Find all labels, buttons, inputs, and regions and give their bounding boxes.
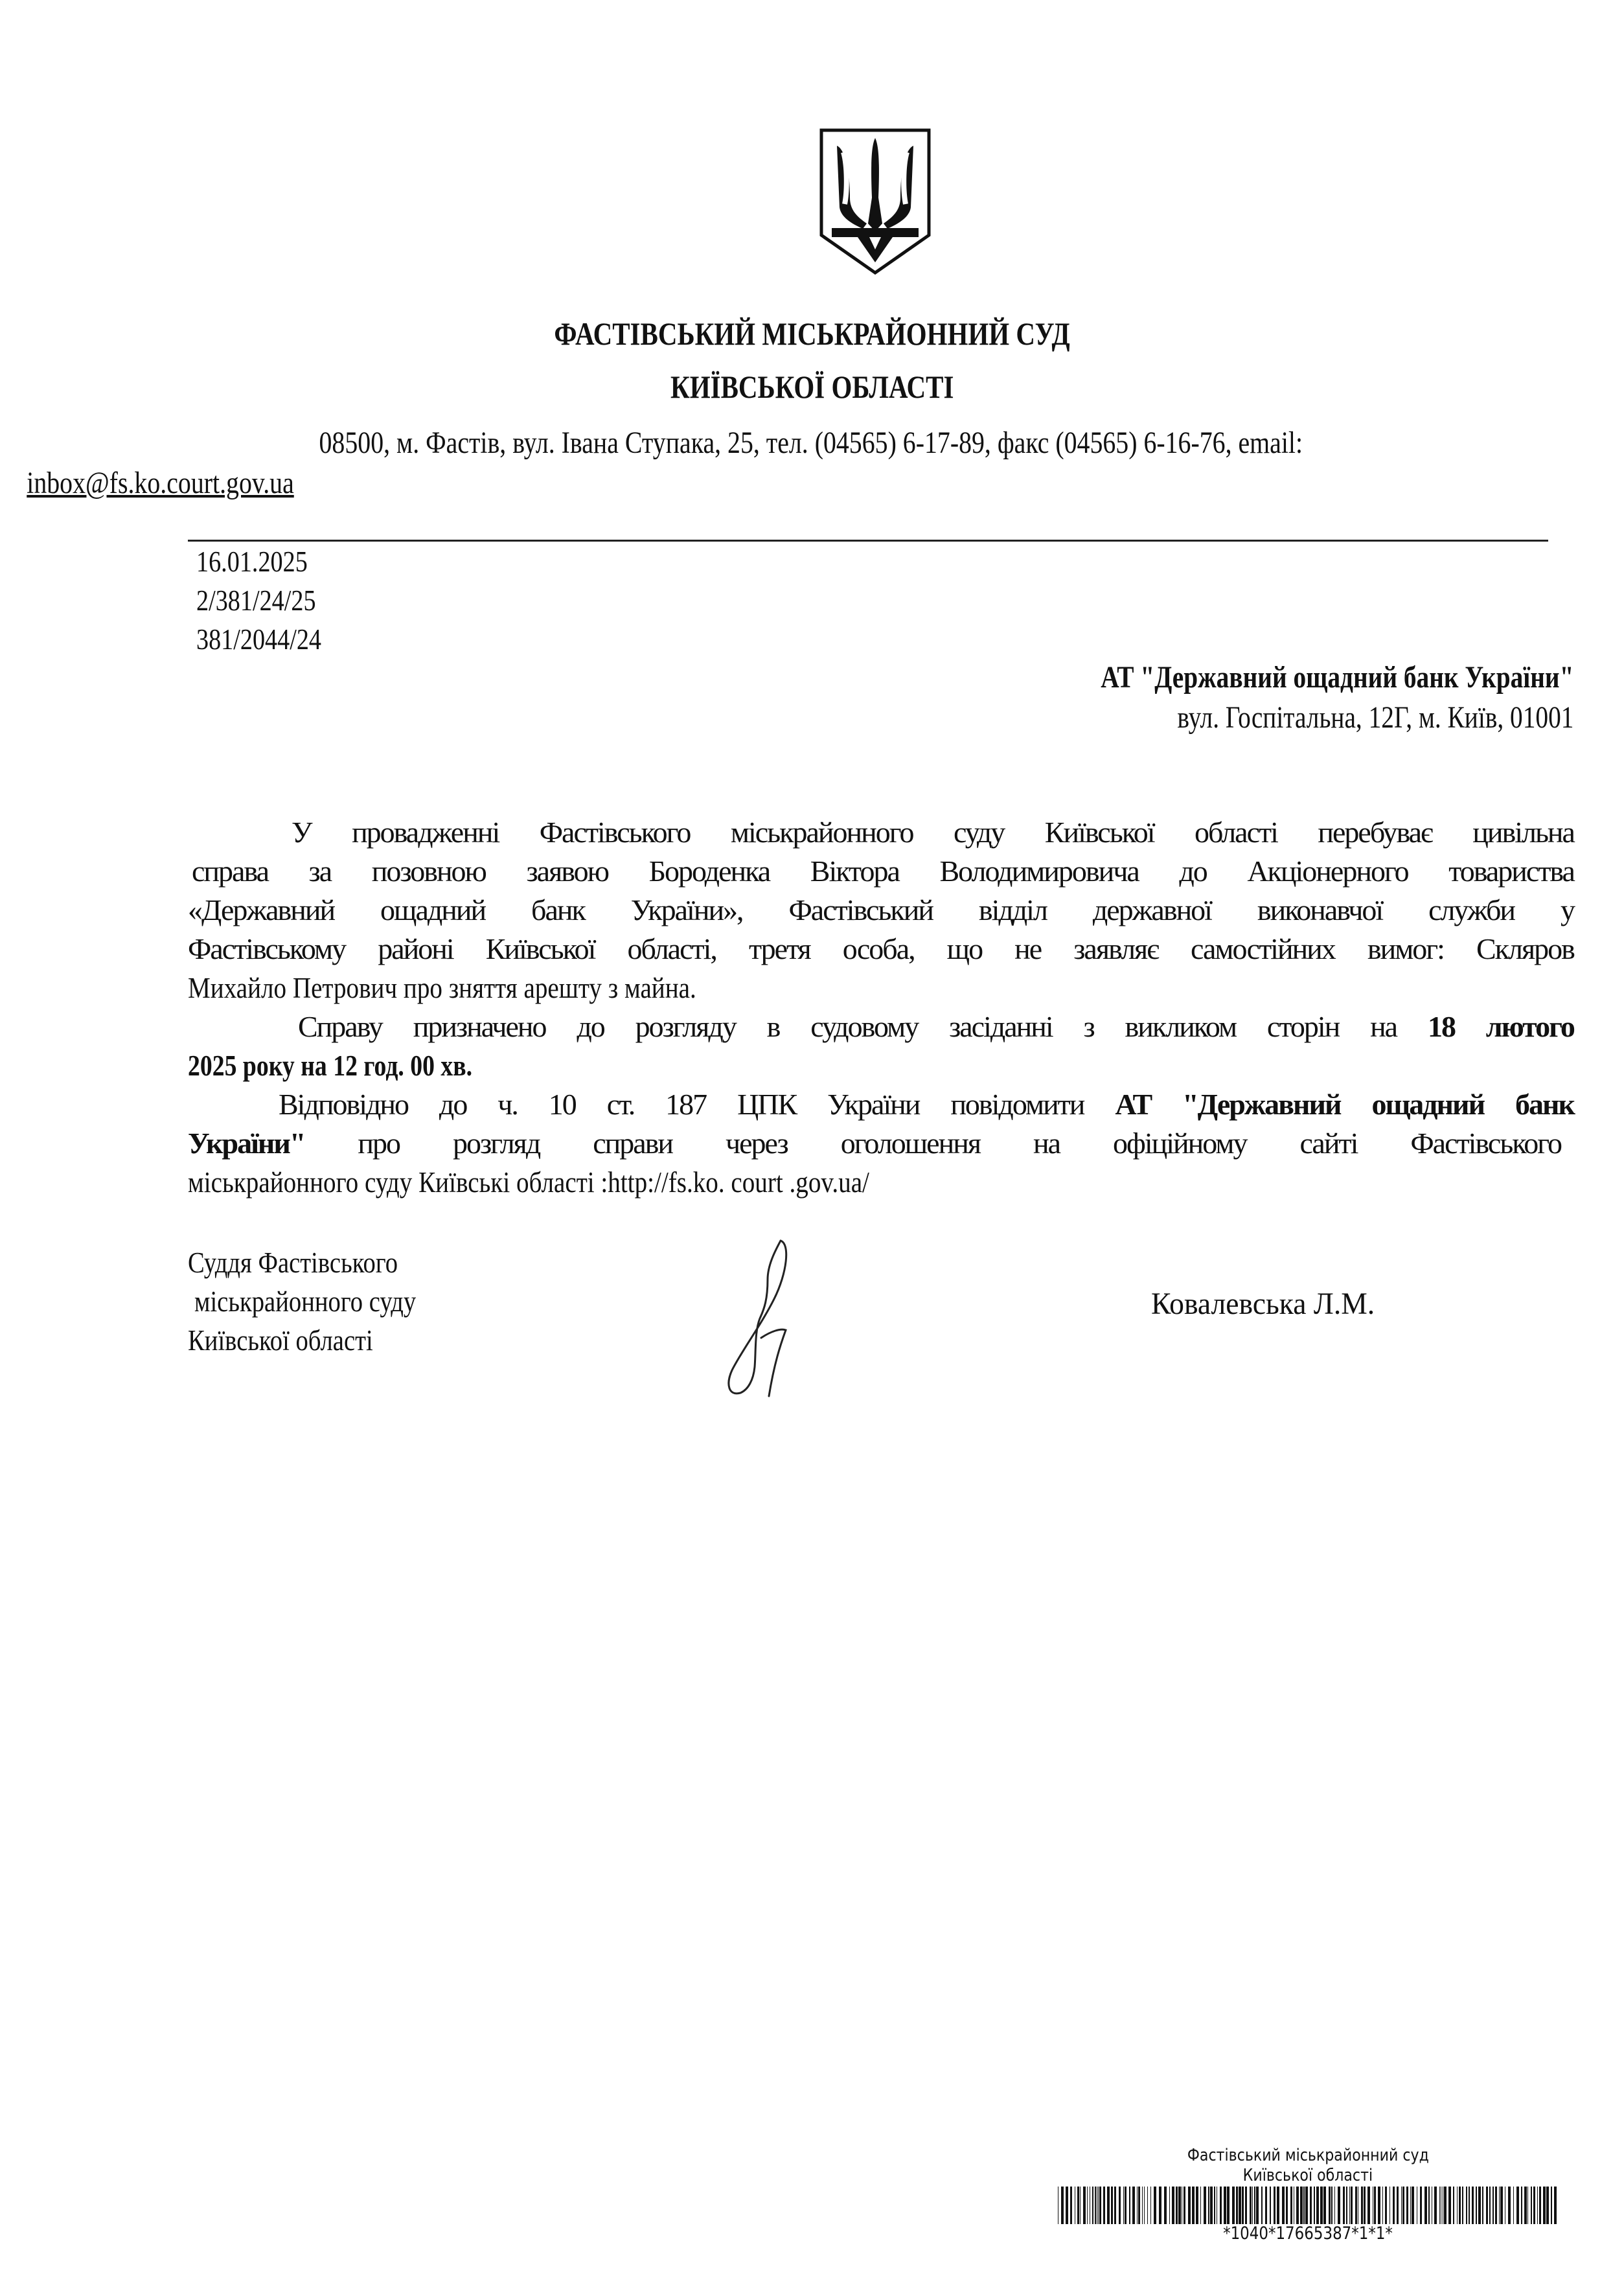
stamp-label-line-1 <box>1058 2146 1558 2165</box>
barcode-bar <box>1164 2187 1167 2224</box>
judge-title-text-1: Суддя Фастівського <box>188 1246 398 1279</box>
word: України», <box>630 893 743 926</box>
word: банк <box>1515 1088 1574 1121</box>
word: про <box>358 1127 400 1160</box>
barcode-bar <box>1254 2187 1255 2224</box>
word: судовому <box>810 1010 919 1043</box>
barcode-bar <box>1159 2187 1161 2224</box>
barcode-bar <box>1125 2187 1127 2224</box>
barcode-bar <box>1459 2187 1461 2224</box>
word: у <box>1560 893 1574 926</box>
court-name-text: ФАСТІВСЬКИЙ МІСЬКРАЙОННИЙ СУД <box>554 316 1070 352</box>
barcode-bar <box>1099 2187 1101 2224</box>
word: в <box>766 1010 780 1043</box>
barcode-bar <box>1208 2187 1209 2224</box>
barcode-bar <box>1374 2187 1376 2224</box>
word: через <box>726 1127 788 1160</box>
recipient-address <box>1090 700 1573 735</box>
barcode-bar <box>1508 2187 1511 2224</box>
barcode-bar <box>1531 2187 1532 2224</box>
barcode-bar <box>1428 2187 1430 2224</box>
word: провадженні <box>352 816 499 849</box>
barcode-bar <box>1256 2187 1259 2224</box>
barcode-bar <box>1176 2187 1178 2224</box>
barcode-bar <box>1310 2187 1312 2224</box>
barcode-bar <box>1492 2187 1494 2224</box>
barcode-bar <box>1227 2187 1229 2224</box>
barcode-bar <box>1061 2187 1064 2224</box>
word: заявою <box>526 855 609 888</box>
barcode-bar <box>1300 2187 1303 2224</box>
barcode-bar <box>1457 2187 1458 2224</box>
word: Справу <box>298 1010 382 1043</box>
word: товариства <box>1448 855 1574 888</box>
barcode-bar <box>1420 2187 1422 2224</box>
barcode-number-text: *1040*17665387*1*1* <box>1223 2223 1393 2244</box>
word: до <box>439 1088 467 1121</box>
word: області <box>1194 816 1277 849</box>
barcode-bar <box>1236 2187 1238 2224</box>
barcode-bar <box>1434 2187 1437 2224</box>
word: засіданні <box>949 1010 1053 1043</box>
barcode-bar <box>1265 2187 1267 2224</box>
word: третя <box>748 932 810 965</box>
judge-title-line-2 <box>194 1284 458 1318</box>
judge-title-line-3 <box>188 1323 408 1357</box>
paragraph-1-line-5 <box>188 970 1574 1005</box>
barcode-bar <box>1478 2187 1481 2224</box>
barcode-bar <box>1323 2187 1326 2224</box>
barcode-bar <box>1066 2187 1068 2224</box>
paragraph-1-line-4 <box>188 932 1574 966</box>
word: 18 <box>1427 1010 1455 1043</box>
word: ч. <box>497 1088 518 1121</box>
judge-title-text-2: міськрайонного суду <box>194 1285 417 1318</box>
barcode-bar <box>1083 2187 1086 2224</box>
barcode-bar <box>1077 2187 1079 2224</box>
barcode-number <box>1058 2223 1558 2244</box>
barcode-bar <box>1397 2187 1399 2224</box>
barcode-bar <box>1220 2187 1222 2224</box>
barcode-bar <box>1290 2187 1292 2224</box>
barcode-bar <box>1107 2187 1110 2224</box>
barcode-bar <box>1092 2187 1093 2224</box>
word: на <box>1370 1010 1397 1043</box>
word: сторін <box>1266 1010 1340 1043</box>
barcode-bar <box>1378 2187 1380 2224</box>
word: ощадний <box>1371 1088 1485 1121</box>
word: Віктора <box>810 855 899 888</box>
barcode-bar <box>1462 2187 1463 2224</box>
barcode-bar <box>1355 2187 1357 2224</box>
barcode-bar <box>1453 2187 1454 2224</box>
barcode-bar <box>1466 2187 1467 2224</box>
paragraph-3-line-3 <box>188 1165 1574 1199</box>
word: розгляд <box>453 1127 540 1160</box>
barcode-bar <box>1401 2187 1402 2224</box>
barcode-bar <box>1551 2187 1552 2224</box>
paragraph-2-line-2 <box>188 1048 1574 1083</box>
word: України" <box>188 1127 305 1160</box>
judge-name-text: Ковалевська Л.М. <box>1151 1287 1375 1321</box>
word: Київської <box>1044 816 1154 849</box>
word: 187 <box>665 1088 707 1121</box>
barcode-bar <box>1385 2187 1387 2224</box>
header-divider <box>188 540 1548 542</box>
word: особа, <box>842 932 915 965</box>
word: до <box>577 1010 604 1043</box>
paragraph-3-line-2 <box>188 1126 1561 1160</box>
barcode-bar <box>1239 2187 1241 2224</box>
barcode-bar <box>1513 2187 1514 2224</box>
barcode-bar <box>1242 2187 1244 2224</box>
barcode-bar <box>1144 2187 1145 2224</box>
barcode-bar <box>1338 2187 1340 2224</box>
barcode-bar <box>1286 2187 1288 2224</box>
word: не <box>1014 932 1042 965</box>
barcode-bar <box>1214 2187 1215 2224</box>
word: АТ <box>1115 1088 1152 1121</box>
word: області, <box>627 932 716 965</box>
paragraph-3-line-1 <box>279 1087 1574 1121</box>
court-region-text: КИЇВСЬКОЇ ОБЛАСТІ <box>670 369 954 405</box>
word: за <box>308 855 332 888</box>
barcode-bar <box>1070 2187 1072 2224</box>
barcode <box>1058 2187 1558 2224</box>
word: 10 <box>548 1088 576 1121</box>
word: викликом <box>1125 1010 1237 1043</box>
barcode-bar <box>1200 2187 1201 2224</box>
barcode-bar <box>1406 2187 1408 2224</box>
hearing-datetime: 2025 року на 12 год. 00 хв. <box>188 1049 473 1082</box>
word: відділ <box>978 893 1047 926</box>
stamp-label-text-1: Фастівський міськрайонний суд <box>1187 2146 1429 2165</box>
outgoing-number <box>196 583 340 617</box>
court-address <box>0 425 1624 461</box>
word: Бороденка <box>648 855 770 888</box>
barcode-bar <box>1274 2187 1275 2224</box>
barcode-bar <box>1147 2187 1148 2224</box>
barcode-bar <box>1154 2187 1156 2224</box>
barcode-bar <box>1500 2187 1503 2224</box>
barcode-bar <box>1087 2187 1088 2224</box>
barcode-bar <box>1539 2187 1541 2224</box>
recipient-name-text: АТ "Державний ощадний банк України" <box>1100 660 1573 695</box>
barcode-bar <box>1412 2187 1414 2224</box>
word: з <box>1083 1010 1094 1043</box>
barcode-bar <box>1554 2187 1557 2224</box>
word: оголошення <box>840 1127 980 1160</box>
barcode-bar <box>1111 2187 1113 2224</box>
word: України <box>827 1088 920 1121</box>
barcode-bar <box>1296 2187 1299 2224</box>
word: справа <box>192 855 268 888</box>
barcode-bar <box>1305 2187 1308 2224</box>
word: "Державний <box>1182 1088 1341 1121</box>
document-date <box>196 544 330 579</box>
word: справи <box>593 1127 673 1160</box>
barcode-bar <box>1516 2187 1519 2224</box>
word: цивільна <box>1472 816 1574 849</box>
barcode-bar <box>1351 2187 1353 2224</box>
court-address-text: 08500, м. Фастів, вул. Івана Ступака, 25, тел. (04565) 6-17-89, факс (04565) 6-16-76, email: <box>319 426 1303 460</box>
word: районі <box>378 932 453 965</box>
court-email-line <box>0 465 1042 501</box>
barcode-bar <box>1095 2187 1096 2224</box>
word: Фастівський <box>788 893 933 926</box>
judge-title-line-1 <box>188 1245 438 1280</box>
case-number <box>196 622 347 656</box>
word: повідомити <box>950 1088 1084 1121</box>
word: заявляє <box>1073 932 1158 965</box>
recipient-address-text: вул. Госпітальна, 12Г, м. Київ, 01001 <box>1176 700 1573 735</box>
barcode-bar <box>1250 2187 1252 2224</box>
barcode-bar <box>1196 2187 1198 2224</box>
word: Володимировича <box>939 855 1139 888</box>
court-name-line1 <box>0 315 1624 352</box>
barcode-bar <box>1537 2187 1538 2224</box>
word: «Державний <box>188 893 335 926</box>
court-name-line2 <box>0 368 1624 406</box>
barcode-bar <box>1172 2187 1174 2224</box>
barcode-bar <box>1282 2187 1285 2224</box>
barcode-bar <box>1320 2187 1323 2224</box>
word: лютого <box>1485 1010 1574 1043</box>
paragraph-1-line-3 <box>188 893 1574 927</box>
barcode-bar <box>1472 2187 1474 2224</box>
word: офіційному <box>1113 1127 1247 1160</box>
barcode-bar <box>1524 2187 1527 2224</box>
barcode-bar <box>1245 2187 1247 2224</box>
word: Фастівського <box>539 816 691 849</box>
barcode-bar <box>1495 2187 1497 2224</box>
word: позовною <box>371 855 486 888</box>
barcode-bar <box>1114 2187 1116 2224</box>
barcode-bar <box>1204 2187 1206 2224</box>
handwritten-signature <box>683 1234 813 1403</box>
barcode-bar <box>1150 2187 1151 2224</box>
paragraph-2-line-1 <box>298 1009 1574 1044</box>
stamp-label-line-2 <box>1058 2166 1558 2185</box>
barcode-bar <box>1224 2187 1226 2224</box>
word: розгляду <box>635 1010 736 1043</box>
paragraph-1-line-1 <box>292 815 1574 849</box>
barcode-bar <box>1261 2187 1263 2224</box>
barcode-bar <box>1486 2187 1488 2224</box>
word: на <box>1033 1127 1060 1160</box>
barcode-bar <box>1382 2187 1383 2224</box>
word: самостійних <box>1191 932 1335 965</box>
barcode-bar <box>1543 2187 1546 2224</box>
word: державної <box>1092 893 1211 926</box>
judge-name <box>1151 1286 1386 1322</box>
paragraph-1-line-5-text: Михайло Петрович про зняття арешту з майна. <box>188 971 696 1004</box>
barcode-bar <box>1303 2187 1305 2224</box>
barcode-bar <box>1138 2187 1140 2224</box>
word: міськрайонного <box>730 816 913 849</box>
outgoing-number-text: 2/381/24/25 <box>196 584 316 617</box>
barcode-bar <box>1444 2187 1447 2224</box>
court-website-text: міськрайонного суду Київські області :http://fs.ko. court .gov.ua/ <box>188 1165 869 1199</box>
barcode-bar <box>1123 2187 1124 2224</box>
barcode-bar <box>1192 2187 1195 2224</box>
barcode-bar <box>1119 2187 1121 2224</box>
barcode-bar <box>1277 2187 1279 2224</box>
word: виконавчої <box>1257 893 1383 926</box>
barcode-bar <box>1346 2187 1347 2224</box>
word: ЦПК <box>737 1088 797 1121</box>
barcode-bar <box>1129 2187 1130 2224</box>
trident-coat-of-arms-icon <box>818 126 933 277</box>
barcode-bar <box>1482 2187 1483 2224</box>
paragraph-1-line-2 <box>192 854 1574 888</box>
barcode-bar <box>1329 2187 1331 2224</box>
barcode-bar <box>1393 2187 1395 2224</box>
word: ощадний <box>380 893 486 926</box>
date-text: 16.01.2025 <box>196 545 308 578</box>
barcode-bar <box>1448 2187 1451 2224</box>
word: Відповідно <box>279 1088 409 1121</box>
word: Київської <box>485 932 595 965</box>
barcode-bar <box>1184 2187 1185 2224</box>
word: Скляров <box>1476 932 1574 965</box>
barcode-bar <box>1178 2187 1181 2224</box>
stamp-label-text-2: Київської області <box>1242 2166 1373 2185</box>
barcode-bar <box>1270 2187 1271 2224</box>
barcode-bar <box>1469 2187 1470 2224</box>
word: Фастівському <box>188 932 346 965</box>
barcode-bar <box>1142 2187 1143 2224</box>
barcode-bar <box>1210 2187 1213 2224</box>
barcode-bar <box>1364 2187 1366 2224</box>
word: Фастівського <box>1410 1127 1561 1160</box>
barcode-bar <box>1527 2187 1528 2224</box>
barcode-bar <box>1137 2187 1138 2224</box>
barcode-bar <box>1361 2187 1363 2224</box>
word: призначено <box>413 1010 546 1043</box>
word: перебуває <box>1318 816 1432 849</box>
word: У <box>292 816 312 849</box>
barcode-bar <box>1188 2187 1191 2224</box>
barcode-bar <box>1489 2187 1491 2224</box>
word: банк <box>531 893 585 926</box>
word: суду <box>953 816 1005 849</box>
barcode-bar <box>1252 2187 1253 2224</box>
barcode-bar <box>1334 2187 1335 2224</box>
word: Акціонерного <box>1247 855 1408 888</box>
judge-title-text-3: Київської області <box>188 1324 373 1357</box>
barcode-bar <box>1499 2187 1500 2224</box>
barcode-bar <box>1410 2187 1411 2224</box>
barcode-bar <box>1343 2187 1345 2224</box>
barcode-bar <box>1533 2187 1535 2224</box>
court-email-link[interactable]: inbox@fs.ko.court.gov.ua <box>27 466 295 500</box>
word: що <box>946 932 983 965</box>
barcode-bar <box>1314 2187 1315 2224</box>
barcode-bar <box>1080 2187 1081 2224</box>
recipient-name <box>997 660 1573 695</box>
word: служби <box>1428 893 1515 926</box>
barcode-bar <box>1103 2187 1105 2224</box>
word: ст. <box>606 1088 635 1121</box>
barcode-bar <box>1132 2187 1135 2224</box>
barcode-bar <box>1439 2187 1440 2224</box>
barcode-bar <box>1424 2187 1427 2224</box>
barcode-bar <box>1169 2187 1170 2224</box>
barcode-bar <box>1349 2187 1350 2224</box>
case-number-text: 381/2044/24 <box>196 623 322 656</box>
barcode-bar <box>1331 2187 1332 2224</box>
barcode-bar <box>1098 2187 1099 2224</box>
barcode-bar <box>1402 2187 1404 2224</box>
word: вимог: <box>1367 932 1444 965</box>
barcode-bar <box>1232 2187 1235 2224</box>
barcode-bar <box>1546 2187 1549 2224</box>
word: до <box>1179 855 1207 888</box>
barcode-bar <box>1476 2187 1477 2224</box>
barcode-bar <box>1521 2187 1522 2224</box>
barcode-bar <box>1316 2187 1319 2224</box>
word: сайті <box>1299 1127 1358 1160</box>
barcode-bar <box>1367 2187 1370 2224</box>
